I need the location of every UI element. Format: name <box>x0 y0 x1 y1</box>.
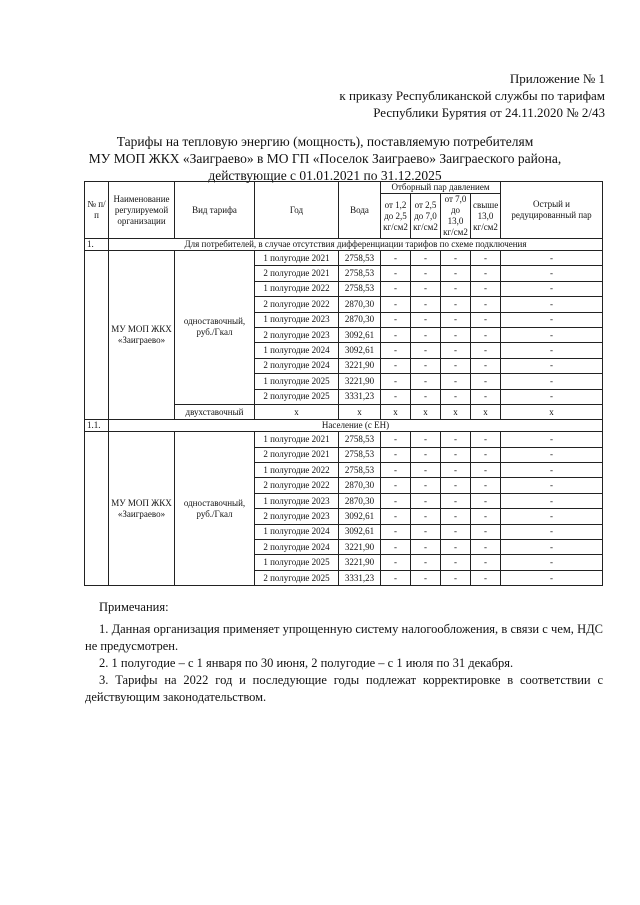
steam-2-tariff: - <box>411 358 441 373</box>
tariff-kind: двухставочный <box>175 404 255 419</box>
table-row <box>85 251 603 266</box>
title-line-2: МУ МОП ЖКХ «Заиграево» в МО ГП «Поселок Заиграево» Заиграеского района, <box>88 151 562 166</box>
row-number-cell <box>85 432 109 586</box>
steam-4-tariff: - <box>471 570 501 585</box>
section-label: Для потребителей, в случае отсутствия дифференциации тарифов по схеме подключения <box>109 239 603 251</box>
section-row <box>85 420 603 432</box>
steam-3-tariff: - <box>441 297 471 312</box>
water-tariff: 3221,90 <box>339 358 381 373</box>
water-tariff: 3092,61 <box>339 343 381 358</box>
sharp-steam-tariff: - <box>501 251 603 266</box>
steam-3-tariff: - <box>441 374 471 389</box>
steam-4-tariff: - <box>471 389 501 404</box>
header-sharp-steam: Острый и редуцированный пар <box>501 182 603 239</box>
header-org: Наименование регулируемой организации <box>109 182 175 239</box>
steam-1-tariff: - <box>381 297 411 312</box>
steam-4-tariff: - <box>471 540 501 555</box>
header-steam2: от 2,5 до 7,0 кг/см2 <box>411 194 441 239</box>
steam-1-tariff: - <box>381 478 411 493</box>
steam-1-tariff: - <box>381 524 411 539</box>
steam-1-tariff: - <box>381 358 411 373</box>
header-water: Вода <box>339 182 381 239</box>
water-tariff: 2870,30 <box>339 312 381 327</box>
header-steam4: свыше 13,0 кг/см2 <box>471 194 501 239</box>
steam-2-tariff: - <box>411 281 441 296</box>
sharp-steam-tariff: - <box>501 463 603 478</box>
period: х <box>255 404 339 419</box>
sharp-steam-tariff: - <box>501 478 603 493</box>
appendix-order-ref: к приказу Республиканской службы по тарифам <box>339 88 605 103</box>
steam-2-tariff: - <box>411 327 441 342</box>
steam-1-tariff: - <box>381 251 411 266</box>
steam-3-tariff: - <box>441 493 471 508</box>
sharp-steam-tariff: - <box>501 540 603 555</box>
steam-2-tariff: - <box>411 555 441 570</box>
title-line-1: Тарифы на тепловую энергию (мощность), поставляемую потребителям <box>116 134 534 149</box>
steam-3-tariff: - <box>441 432 471 447</box>
steam-1-tariff: - <box>381 540 411 555</box>
steam-2-tariff: х <box>411 404 441 419</box>
water-tariff: 3331,23 <box>339 570 381 585</box>
steam-2-tariff: - <box>411 297 441 312</box>
steam-1-tariff: - <box>381 374 411 389</box>
organization-name: МУ МОП ЖКХ «Заиграево» <box>109 251 175 420</box>
steam-2-tariff: - <box>411 251 441 266</box>
sharp-steam-tariff: - <box>501 374 603 389</box>
steam-3-tariff: - <box>441 524 471 539</box>
water-tariff: 3092,61 <box>339 509 381 524</box>
steam-1-tariff: - <box>381 327 411 342</box>
section-row <box>85 239 603 251</box>
tariff-kind: одноставочный, руб./Гкал <box>175 251 255 405</box>
header-kind: Вид тарифа <box>175 182 255 239</box>
document-title <box>60 133 590 184</box>
sharp-steam-tariff: - <box>501 343 603 358</box>
steam-4-tariff: - <box>471 297 501 312</box>
steam-4-tariff: - <box>471 374 501 389</box>
steam-3-tariff: - <box>441 327 471 342</box>
period: 2 полугодие 2023 <box>255 509 339 524</box>
sharp-steam-tariff: - <box>501 358 603 373</box>
steam-3-tariff: - <box>441 555 471 570</box>
steam-2-tariff: - <box>411 493 441 508</box>
section-number: 1.1. <box>85 420 109 432</box>
steam-1-tariff: х <box>381 404 411 419</box>
steam-4-tariff: - <box>471 343 501 358</box>
appendix-header <box>339 70 605 121</box>
notes-heading: Примечания: <box>99 600 169 614</box>
note-item: 1. Данная организация применяет упрощенную систему налогообложения, в связи с чем, НДС не предусмотрен. <box>85 622 603 653</box>
steam-1-tariff: - <box>381 266 411 281</box>
water-tariff: 2758,53 <box>339 463 381 478</box>
title-line-3: действующие с 01.01.2021 по 31.12.2025 <box>208 168 442 183</box>
period: 2 полугодие 2024 <box>255 358 339 373</box>
period: 1 полугодие 2025 <box>255 374 339 389</box>
sharp-steam-tariff: х <box>501 404 603 419</box>
steam-4-tariff: - <box>471 509 501 524</box>
water-tariff: 3092,61 <box>339 327 381 342</box>
section-number: 1. <box>85 239 109 251</box>
steam-2-tariff: - <box>411 463 441 478</box>
sharp-steam-tariff: - <box>501 524 603 539</box>
sharp-steam-tariff: - <box>501 312 603 327</box>
sharp-steam-tariff: - <box>501 266 603 281</box>
period: 1 полугодие 2024 <box>255 524 339 539</box>
steam-2-tariff: - <box>411 266 441 281</box>
notes <box>85 599 603 706</box>
steam-4-tariff: - <box>471 266 501 281</box>
steam-1-tariff: - <box>381 463 411 478</box>
period: 2 полугодие 2025 <box>255 389 339 404</box>
appendix-order-date: Республики Бурятия от 24.11.2020 № 2/43 <box>373 105 605 120</box>
sharp-steam-tariff: - <box>501 493 603 508</box>
steam-3-tariff: - <box>441 447 471 462</box>
steam-3-tariff: - <box>441 343 471 358</box>
sharp-steam-tariff: - <box>501 327 603 342</box>
water-tariff: 2758,53 <box>339 266 381 281</box>
period: 1 полугодие 2022 <box>255 281 339 296</box>
water-tariff: 3221,90 <box>339 374 381 389</box>
steam-4-tariff: - <box>471 281 501 296</box>
steam-4-tariff: - <box>471 447 501 462</box>
steam-2-tariff: - <box>411 374 441 389</box>
note-item: 2. 1 полугодие – с 1 января по 30 июня, 2 полугодие – с 1 июля по 31 декабря. <box>99 656 514 670</box>
water-tariff: х <box>339 404 381 419</box>
steam-4-tariff: - <box>471 358 501 373</box>
steam-1-tariff: - <box>381 447 411 462</box>
steam-1-tariff: - <box>381 281 411 296</box>
period: 2 полугодие 2021 <box>255 266 339 281</box>
row-number-cell <box>85 251 109 420</box>
steam-2-tariff: - <box>411 509 441 524</box>
steam-4-tariff: х <box>471 404 501 419</box>
steam-3-tariff: - <box>441 509 471 524</box>
period: 1 полугодие 2021 <box>255 432 339 447</box>
sharp-steam-tariff: - <box>501 281 603 296</box>
steam-1-tariff: - <box>381 312 411 327</box>
steam-4-tariff: - <box>471 493 501 508</box>
steam-3-tariff: - <box>441 266 471 281</box>
steam-2-tariff: - <box>411 478 441 493</box>
sharp-steam-tariff: - <box>501 570 603 585</box>
sharp-steam-tariff: - <box>501 389 603 404</box>
water-tariff: 2758,53 <box>339 281 381 296</box>
organization-name: МУ МОП ЖКХ «Заиграево» <box>109 432 175 586</box>
steam-3-tariff: - <box>441 358 471 373</box>
period: 1 полугодие 2023 <box>255 312 339 327</box>
steam-2-tariff: - <box>411 432 441 447</box>
period: 1 полугодие 2024 <box>255 343 339 358</box>
steam-3-tariff: - <box>441 281 471 296</box>
steam-2-tariff: - <box>411 312 441 327</box>
steam-1-tariff: - <box>381 493 411 508</box>
sharp-steam-tariff: - <box>501 297 603 312</box>
header-steam-group: Отборный пар давлением <box>381 182 501 194</box>
period: 1 полугодие 2023 <box>255 493 339 508</box>
steam-1-tariff: - <box>381 570 411 585</box>
period: 1 полугодие 2022 <box>255 463 339 478</box>
steam-4-tariff: - <box>471 524 501 539</box>
steam-4-tariff: - <box>471 432 501 447</box>
appendix-number: Приложение № 1 <box>509 71 605 86</box>
steam-3-tariff: - <box>441 312 471 327</box>
steam-4-tariff: - <box>471 251 501 266</box>
water-tariff: 3221,90 <box>339 555 381 570</box>
steam-4-tariff: - <box>471 327 501 342</box>
steam-2-tariff: - <box>411 389 441 404</box>
steam-4-tariff: - <box>471 463 501 478</box>
period: 1 полугодие 2025 <box>255 555 339 570</box>
water-tariff: 2758,53 <box>339 447 381 462</box>
sharp-steam-tariff: - <box>501 509 603 524</box>
steam-4-tariff: - <box>471 312 501 327</box>
sharp-steam-tariff: - <box>501 447 603 462</box>
header-row <box>85 182 603 194</box>
tariff-kind: одноставочный, руб./Гкал <box>175 432 255 586</box>
period: 2 полугодие 2024 <box>255 540 339 555</box>
steam-4-tariff: - <box>471 555 501 570</box>
water-tariff: 3331,23 <box>339 389 381 404</box>
period: 1 полугодие 2021 <box>255 251 339 266</box>
water-tariff: 3221,90 <box>339 540 381 555</box>
table-row <box>85 432 603 447</box>
period: 2 полугодие 2022 <box>255 478 339 493</box>
period: 2 полугодие 2023 <box>255 327 339 342</box>
period: 2 полугодие 2021 <box>255 447 339 462</box>
sharp-steam-tariff: - <box>501 555 603 570</box>
period: 2 полугодие 2022 <box>255 297 339 312</box>
steam-2-tariff: - <box>411 447 441 462</box>
steam-3-tariff: - <box>441 251 471 266</box>
steam-3-tariff: х <box>441 404 471 419</box>
steam-1-tariff: - <box>381 389 411 404</box>
header-num: № п/п <box>85 182 109 239</box>
steam-3-tariff: - <box>441 478 471 493</box>
steam-3-tariff: - <box>441 463 471 478</box>
water-tariff: 2870,30 <box>339 297 381 312</box>
water-tariff: 2758,53 <box>339 251 381 266</box>
section-label: Население (с ЕН) <box>109 420 603 432</box>
period: 2 полугодие 2025 <box>255 570 339 585</box>
steam-3-tariff: - <box>441 540 471 555</box>
steam-2-tariff: - <box>411 570 441 585</box>
steam-1-tariff: - <box>381 432 411 447</box>
water-tariff: 2870,30 <box>339 478 381 493</box>
water-tariff: 2758,53 <box>339 432 381 447</box>
steam-1-tariff: - <box>381 343 411 358</box>
steam-1-tariff: - <box>381 509 411 524</box>
header-year: Год <box>255 182 339 239</box>
note-item: 3. Тарифы на 2022 год и последующие годы подлежат корректировке в соответствии с действующим законодательством. <box>85 673 603 704</box>
header-steam3: от 7,0 до 13,0 кг/см2 <box>441 194 471 239</box>
steam-2-tariff: - <box>411 343 441 358</box>
steam-3-tariff: - <box>441 570 471 585</box>
header-steam1: от 1,2 до 2,5 кг/см2 <box>381 194 411 239</box>
steam-4-tariff: - <box>471 478 501 493</box>
steam-1-tariff: - <box>381 555 411 570</box>
steam-2-tariff: - <box>411 524 441 539</box>
tariff-table <box>84 181 603 586</box>
steam-3-tariff: - <box>441 389 471 404</box>
water-tariff: 2870,30 <box>339 493 381 508</box>
water-tariff: 3092,61 <box>339 524 381 539</box>
sharp-steam-tariff: - <box>501 432 603 447</box>
steam-2-tariff: - <box>411 540 441 555</box>
